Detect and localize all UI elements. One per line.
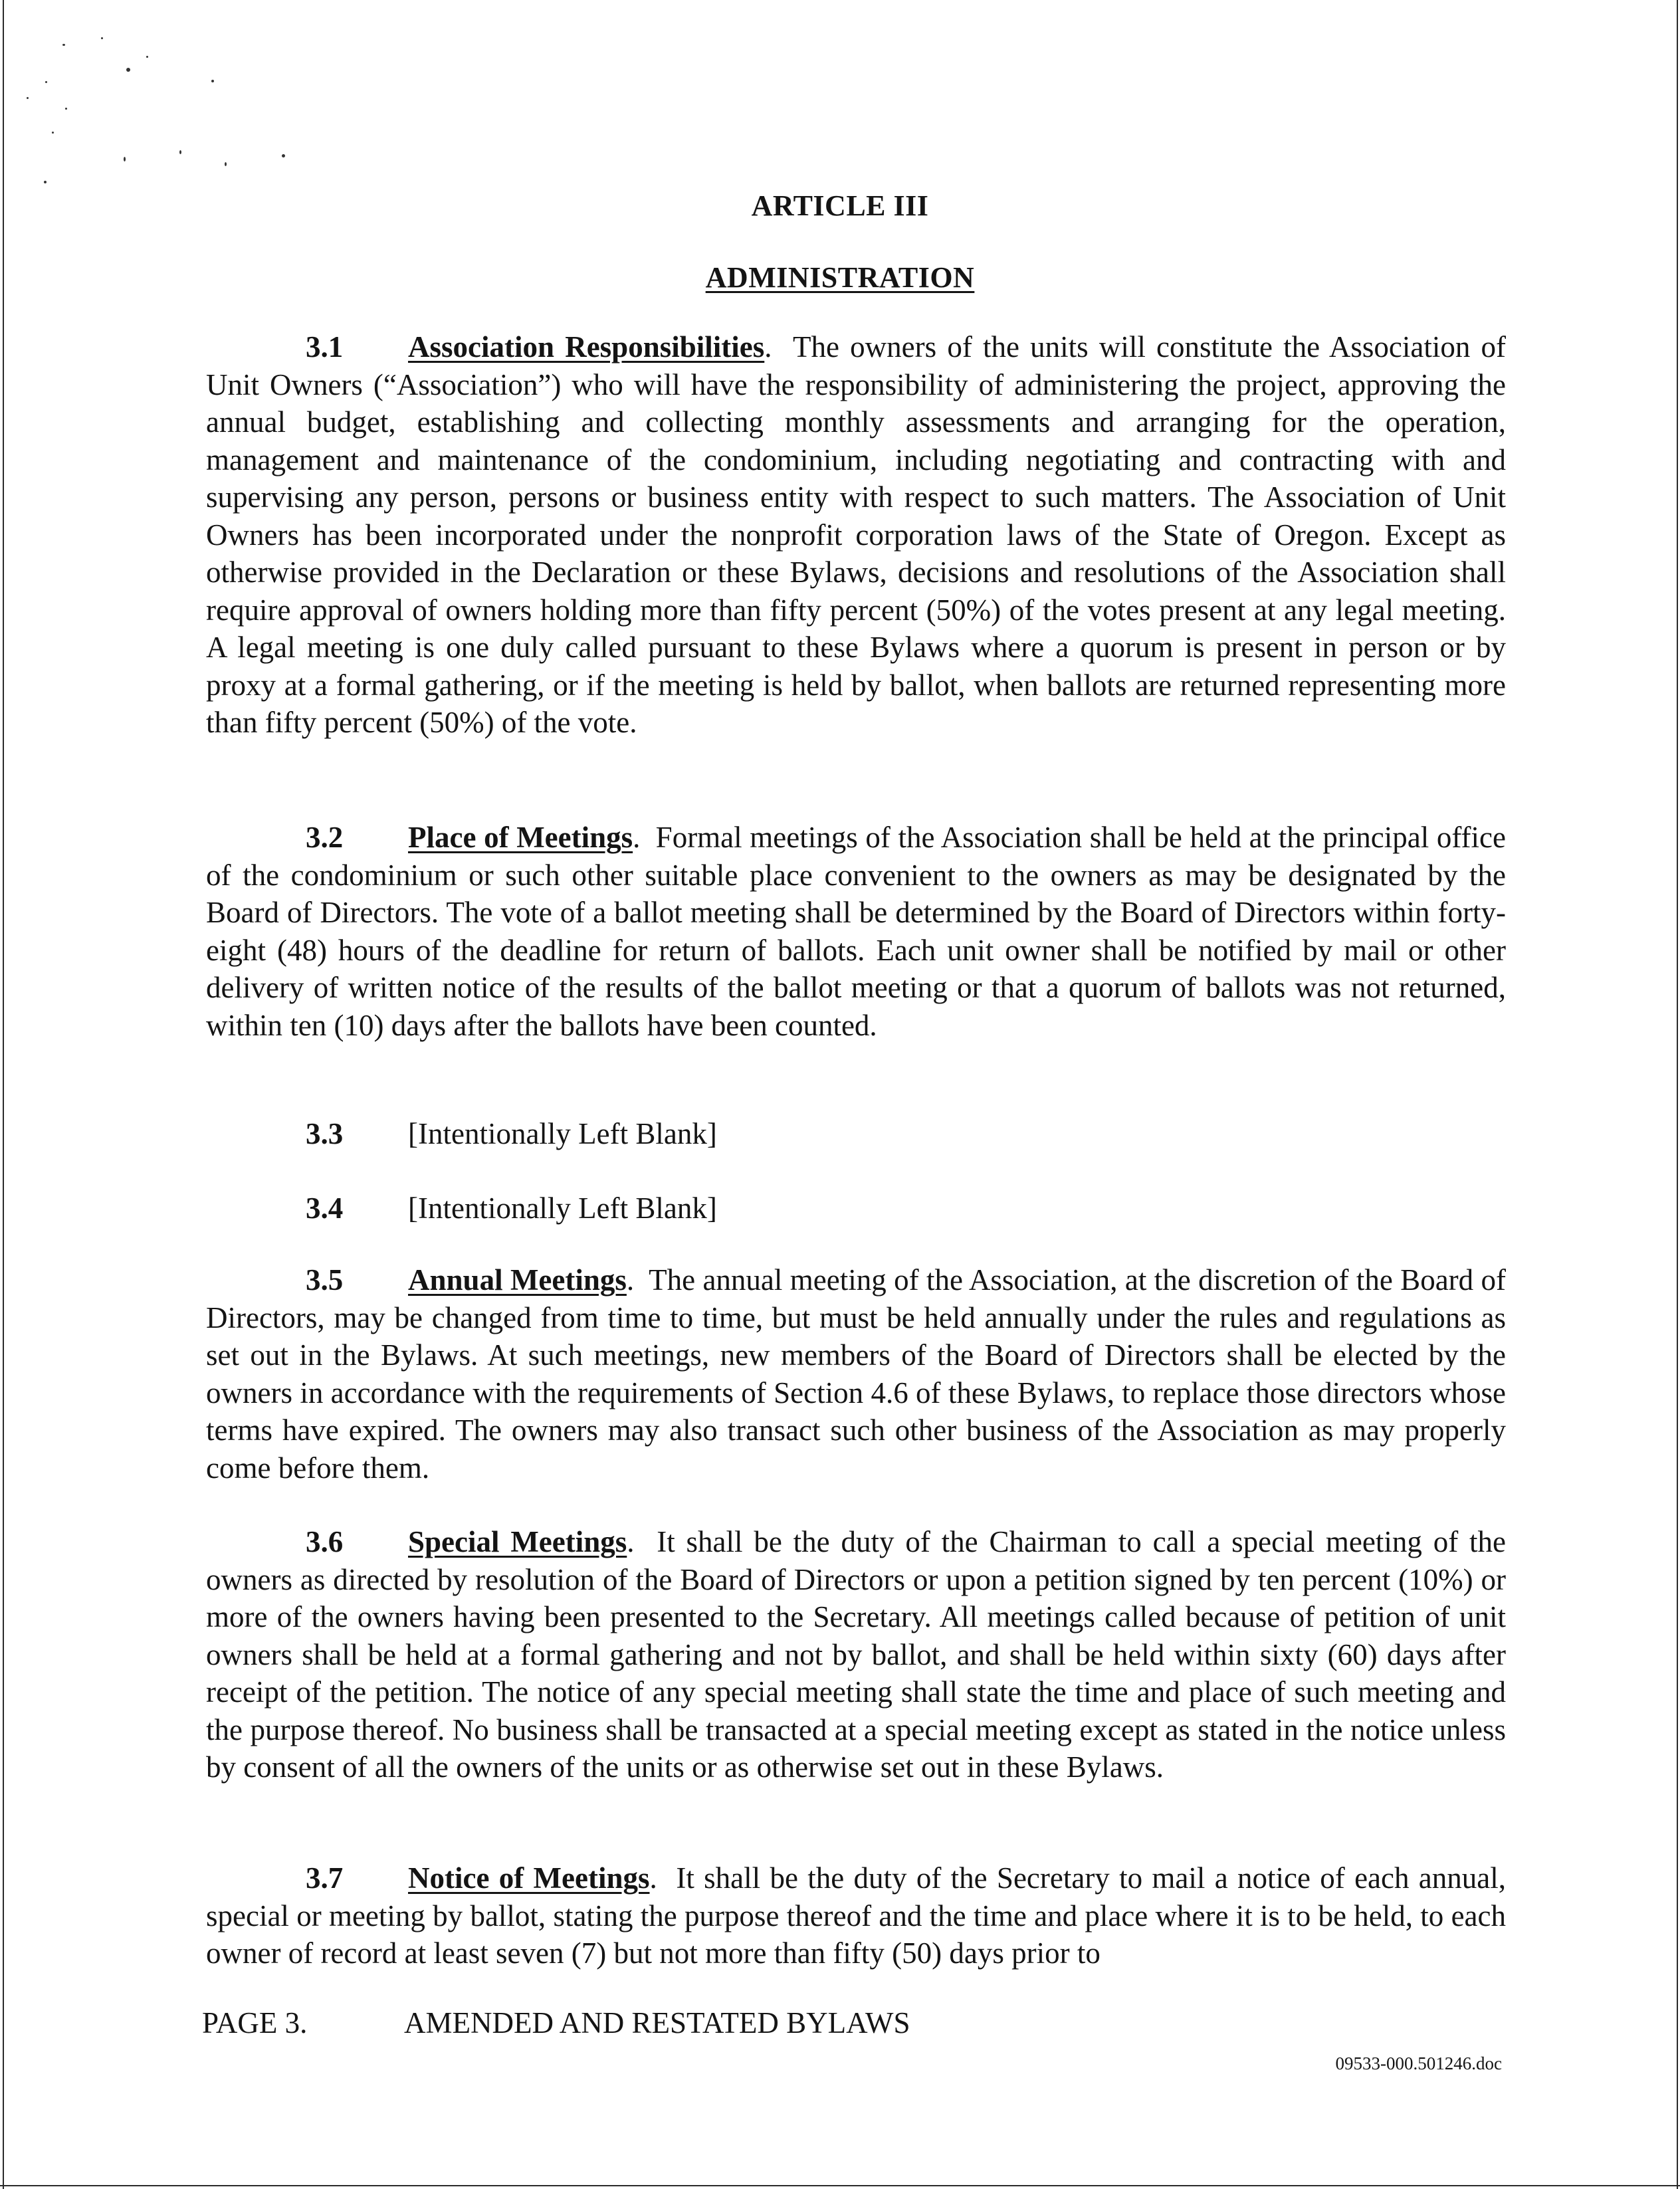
section-number: 3.3 [306,1117,344,1150]
section-number: 3.1 [306,330,344,364]
section-body: It shall be the duty of the Secretary to mail a notice of each annual, special or meeting by ballot, stating the purpose thereof and the time and place where it is to be held, to each owner of record at least seven (7) but not more than fifty (50) days prior to [206,1861,1506,1970]
section-heading-text: ADMINISTRATION [705,261,975,294]
section-number: 3.5 [306,1263,344,1297]
article-heading: ARTICLE III [751,189,929,222]
section-number: 3.6 [306,1525,344,1558]
section-body: Formal meetings of the Association shall be held at the principal office of the condominium or such other suitable place convenient to the owners as may be designated by the Board of Directors. The vote of a ballot meeting shall be determined by the Board of Directors within forty-eight (48) hours of the deadline for return of ballots. Each unit owner shall be notified by mail or other delivery of written notice of the results of the ballot meeting or that a quorum of ballots was not returned, within ten (10) days after the ballots have been counted. [206,821,1506,1042]
scan-border-bottom [0,2185,1680,2186]
section-number: 3.4 [306,1192,344,1225]
section-3-6: 3.6 Special Meetings. It shall be the duty of the Chairman to call a special meeting of the owners as directed by resolution of the Board of Directors or upon a petition signed by ten percent (10%) or more of the owners having been presented to the Secretary. All meetings called because of petition of unit owners shall be held at a formal gathering and not by ballot, and shall be held within sixty (60) days after receipt of the petition. The notice of any special meeting shall state the time and place of such meeting and the purpose thereof. No business shall be transacted at a special meeting except as stated in the notice unless by consent of all the owners of the units or as otherwise set out in these Bylaws. [206,1523,1506,1786]
section-number: 3.2 [306,821,344,854]
section-title: Annual Meetings [408,1263,627,1297]
section-3-2: 3.2 Place of Meetings. Formal meetings of the Association shall be held at the principal office of the condominium or such other suitable place convenient to the owners as may be designated by the Board of Directors. The vote of a ballot meeting shall be determined by the Board of Directors within forty-eight (48) hours of the deadline for return of ballots. Each unit owner shall be notified by mail or other delivery of written notice of the results of the ballot meeting or that a quorum of ballots was not returned, within ten (10) days after the ballots have been counted. [206,819,1506,1044]
section-3-4 [206,1190,1506,1227]
section-title: Special Meetings [408,1525,627,1558]
section-3-3 [206,1115,1506,1153]
footer-document-title: AMENDED AND RESTATED BYLAWS [404,2006,910,2039]
section-heading [0,261,1680,294]
section-title: Place of Meetings [408,821,633,854]
section-body: [Intentionally Left Blank] [408,1117,717,1150]
section-title: Association Responsibilities [408,330,765,364]
section-body: The owners of the units will constitute the Association of Unit Owners (“Association”) who will have the responsibility of administering the project, approving the annual budget, establishing and collecting monthly assessments and arranging for the operation, management and maintenance of the condominium, including negotiating and contracting with and supervising any person, persons or business entity with respect to such matters. The Association of Unit Owners has been incorporated under the nonprofit corporation laws of the State of Oregon. Except as otherwise provided in the Declaration or these Bylaws, decisions and resolutions of the Association shall require approval of owners holding more than fifty percent (50%) of the votes present at any legal meeting. A legal meeting is one duly called pursuant to these Bylaws where a quorum is present in person or by proxy at a formal gathering, or if the meeting is held by ballot, when ballots are returned representing more than fifty percent (50%) of the vote. [206,330,1506,739]
section-title: Notice of Meetings [408,1861,650,1895]
section-number: 3.7 [306,1861,344,1895]
section-body: The annual meeting of the Association, at the discretion of the Board of Directors, may be changed from time to time, but must be held annually under the rules and regulations as set out in the Bylaws. At such meetings, new members of the Board of Directors shall be elected by the owners in accordance with the requirements of Section 4.6 of these Bylaws, to replace those directors whose terms have expired. The owners may also transact such other business of the Association as may properly come before them. [206,1263,1507,1485]
section-3-7: 3.7 Notice of Meetings. It shall be the duty of the Secretary to mail a notice of each annual, special or meeting by ballot, stating the purpose thereof and the time and place where it is to be held, to each owner of record at least seven (7) but not more than fifty (50) days prior to [206,1859,1506,1972]
footer-doc-id: 09533-000.501246.doc [1335,2053,1502,2073]
scan-border-right [1677,0,1678,2189]
scan-border-left [3,0,4,2189]
footer-page-number: PAGE 3. [202,2006,308,2039]
section-body: [Intentionally Left Blank] [408,1192,717,1225]
section-3-5: 3.5 Annual Meetings. The annual meeting of the Association, at the discretion of the Board of Directors, may be changed from time to time, but must be held annually under the rules and regulations as set out in the Bylaws. At such meetings, new members of the Board of Directors shall be elected by the owners in accordance with the requirements of Section 4.6 of these Bylaws, to replace those directors whose terms have expired. The owners may also transact such other business of the Association as may properly come before them. [206,1261,1506,1487]
section-3-1: 3.1 Association Responsibilities. The owners of the units will constitute the Association of Unit Owners (“Association”) who will have the responsibility of administering the project, approving the annual budget, establishing and collecting monthly assessments and arranging for the operation, management and maintenance of the condominium, including negotiating and contracting with and supervising any person, persons or business entity with respect to such matters. The Association of Unit Owners has been incorporated under the nonprofit corporation laws of the State of Oregon. Except as otherwise provided in the Declaration or these Bylaws, decisions and resolutions of the Association shall require approval of owners holding more than fifty percent (50%) of the votes present at any legal meeting. A legal meeting is one duly called pursuant to these Bylaws where a quorum is present in person or by proxy at a formal gathering, or if the meeting is held by ballot, when ballots are returned representing more than fifty percent (50%) of the vote. [206,328,1506,742]
section-body: It shall be the duty of the Chairman to call a special meeting of the owners as directed by resolution of the Board of Directors or upon a petition signed by ten percent (10%) or more of the owners having been presented to the Secretary. All meetings called because of petition of unit owners shall be held at a formal gathering and not by ballot, and shall be held within sixty (60) days after receipt of the petition. The notice of any special meeting shall state the time and place of such meeting and the purpose thereof. No business shall be transacted at a special meeting except as stated in the notice unless by consent of all the owners of the units or as otherwise set out in these Bylaws. [206,1525,1507,1784]
